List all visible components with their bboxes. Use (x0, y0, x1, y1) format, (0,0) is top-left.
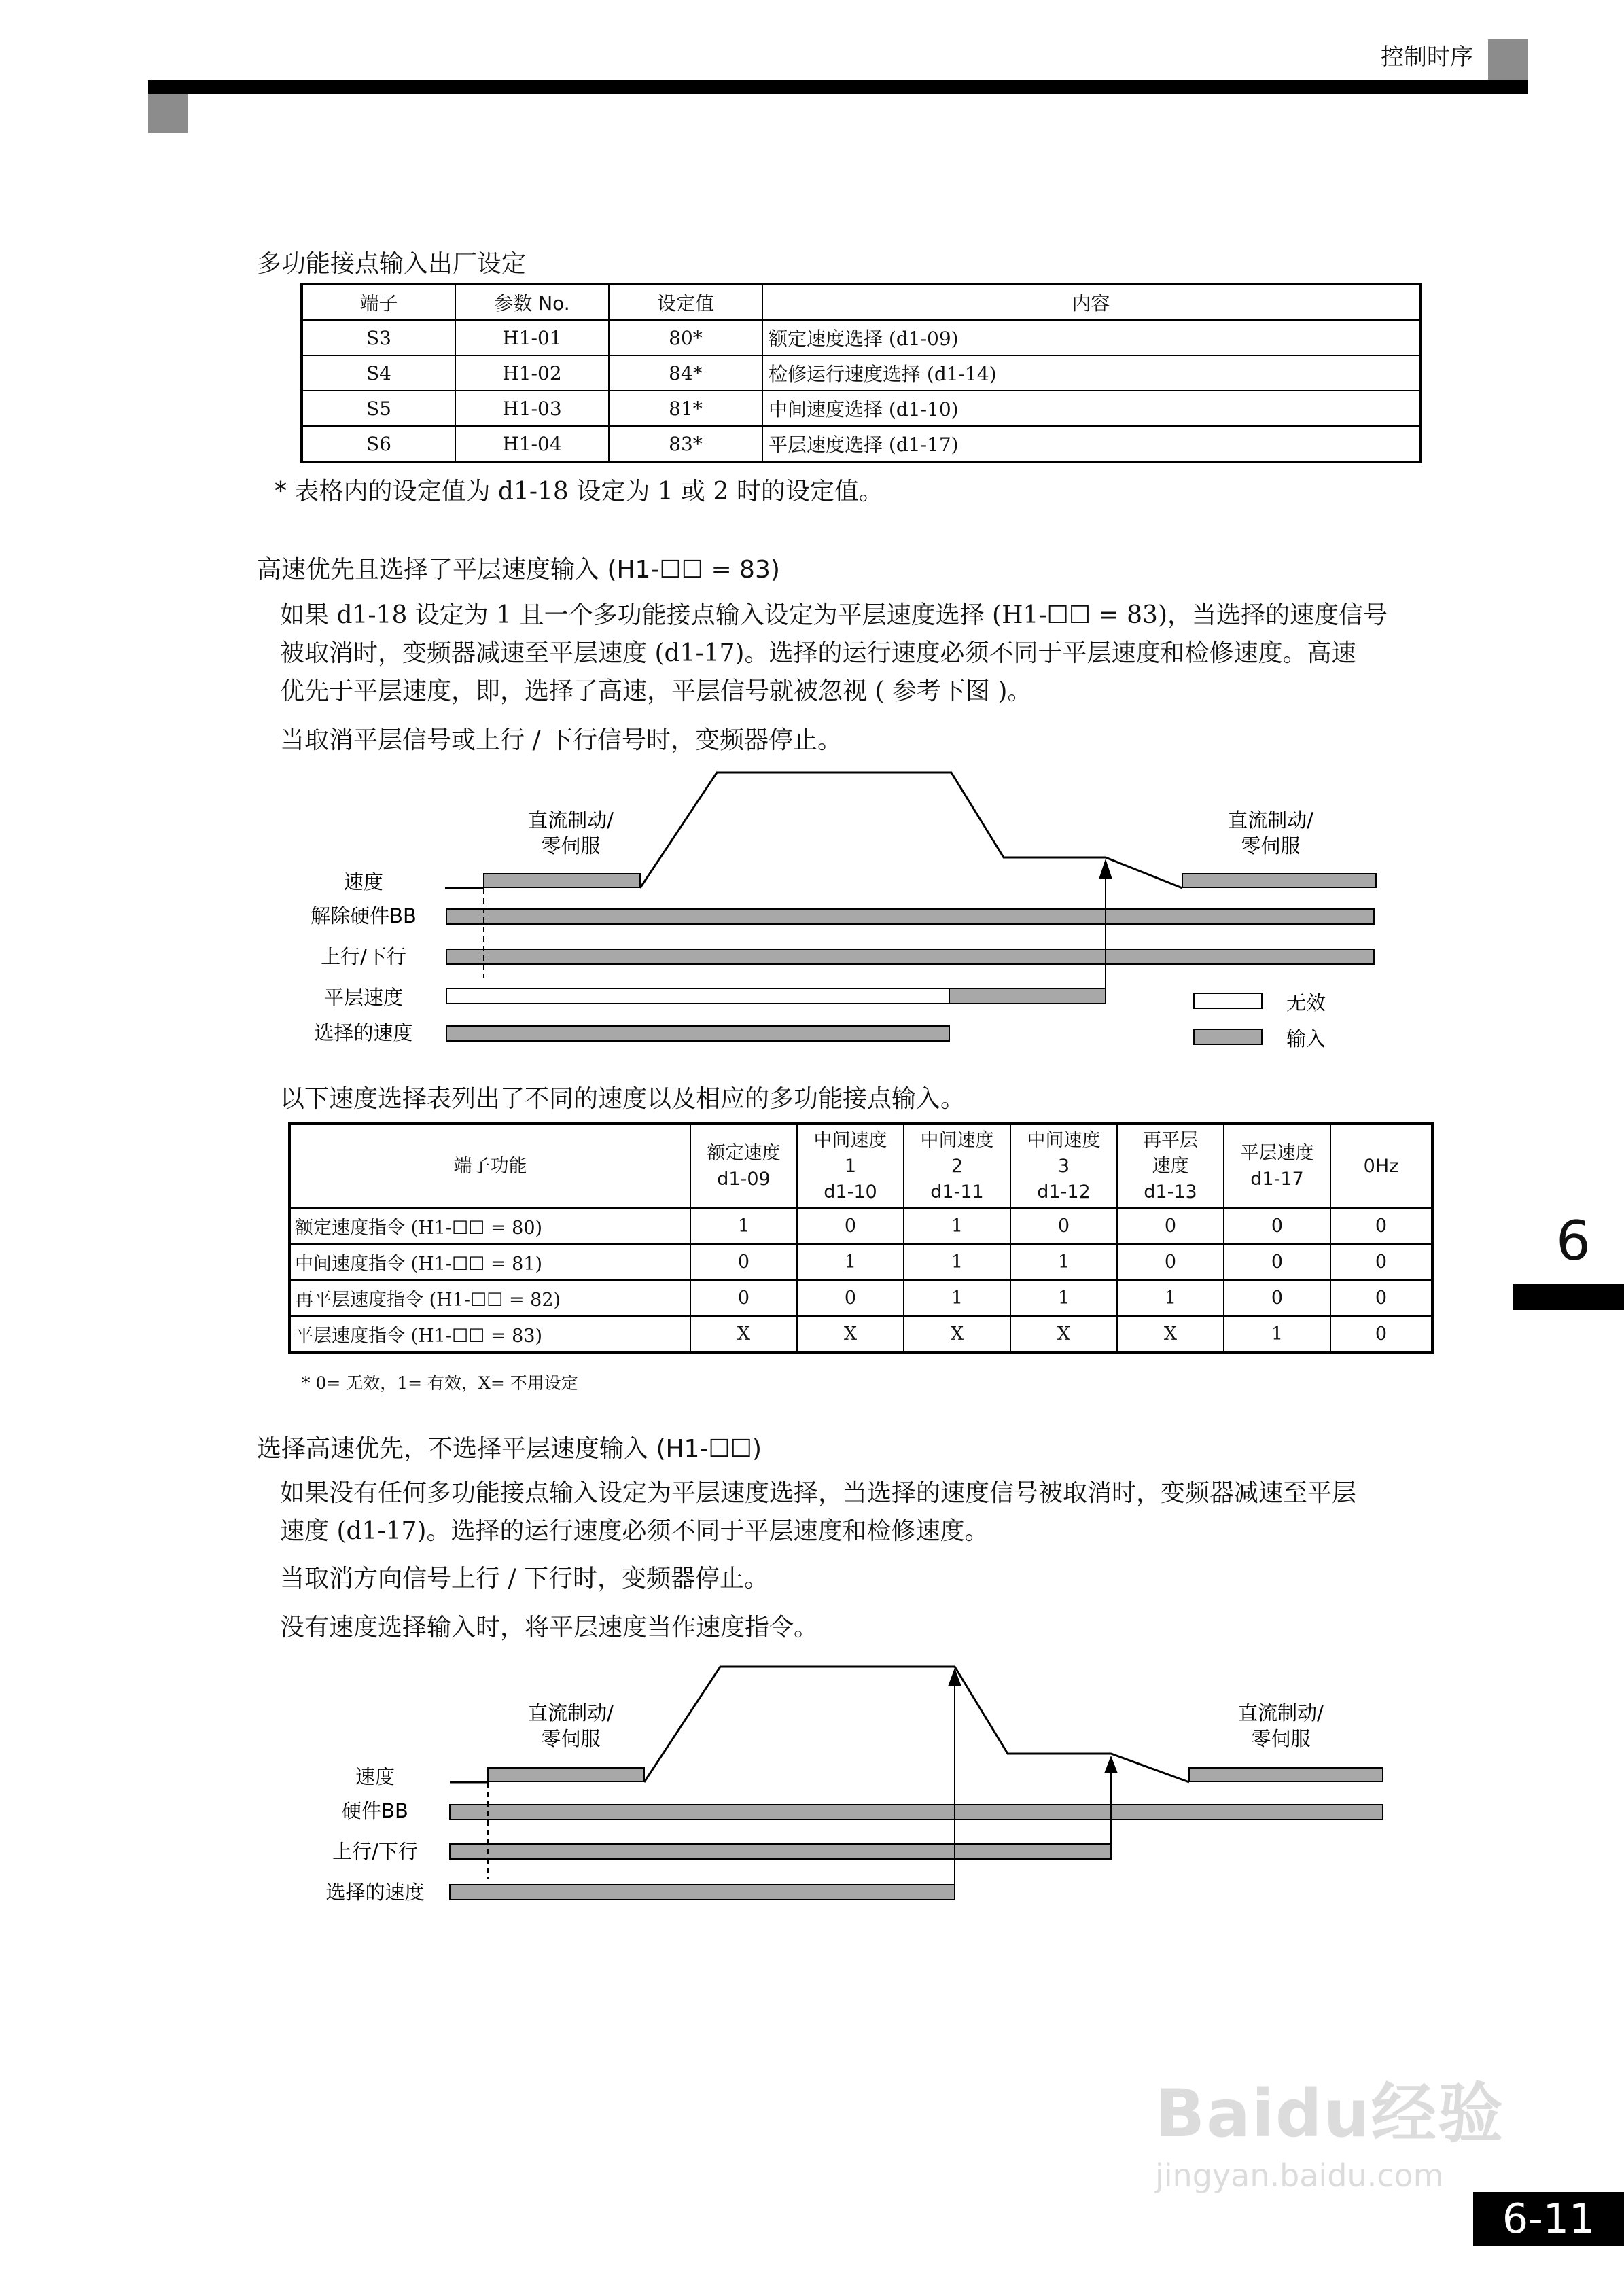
table-cell: S3 (302, 320, 455, 355)
table-cell: 中间速度选择 (d1-10) (762, 391, 1420, 426)
table-cell: 84* (609, 355, 762, 391)
table-cell: 平层速度选择 (d1-17) (762, 426, 1420, 462)
col-header-line: d1-11 (930, 1181, 984, 1203)
table-cell-func: 中间速度指令 (H1-☐☐ = 81) (289, 1244, 690, 1280)
table-cell: 1 (1117, 1280, 1224, 1316)
table-cell: 0 (1224, 1208, 1330, 1244)
col-header-line: d1-12 (1037, 1181, 1091, 1203)
table-cell: 0 (1224, 1244, 1330, 1280)
table-cell: H1-02 (455, 355, 609, 391)
row-label-updown: 上行/下行 (321, 945, 406, 968)
col-header-line: 中间速度 (813, 1129, 887, 1151)
table-cell-func: 再平层速度指令 (H1-☐☐ = 82) (289, 1280, 690, 1316)
col-header-line: 速度 (1152, 1155, 1189, 1177)
dc-brake-bar-left (488, 1768, 644, 1781)
col-header: 参数 No. (455, 284, 609, 320)
speed-curve (644, 1667, 1189, 1782)
table-cell: 0 (1117, 1208, 1224, 1244)
dc-brake-label-right-1: 直流制动/ (1228, 809, 1313, 832)
table-cell: S4 (302, 355, 455, 391)
table-cell: 81* (609, 391, 762, 426)
table-cell: 0 (690, 1280, 797, 1316)
row-label-speed: 速度 (355, 1765, 395, 1788)
bar-selected (450, 1885, 955, 1900)
section1-heading: 多功能接点输入出厂设定 (257, 250, 527, 278)
col-header-line: d1-13 (1144, 1181, 1197, 1203)
table-cell: 1 (797, 1244, 904, 1280)
table-cell: 0 (1330, 1208, 1432, 1244)
table-cell: 1 (690, 1208, 797, 1244)
row-label-bb: 解除硬件BB (311, 904, 417, 927)
section2-heading: 高速优先且选择了平层速度输入 (H1-☐☐ = 83) (257, 556, 780, 584)
dc-brake-label-left-1: 直流制动/ (528, 809, 614, 832)
row-label-speed: 速度 (343, 870, 384, 893)
text-line: 如果没有任何多功能接点输入设定为平层速度选择，当选择的速度信号被取消时，变频器减速至平层 (280, 1479, 1357, 1507)
dc-brake-label-left-1: 直流制动/ (528, 1701, 614, 1724)
table-cell: S6 (302, 426, 455, 462)
table-cell: 1 (904, 1244, 1010, 1280)
col-header: 端子 (302, 284, 455, 320)
col-header-line: 中间速度 (1027, 1129, 1101, 1151)
table-cell: 0 (1117, 1244, 1224, 1280)
col-header-line: 2 (951, 1155, 964, 1177)
table-cell: S5 (302, 391, 455, 426)
section3-paragraph2: 当取消方向信号上行 / 下行时，变频器停止。 (280, 1565, 769, 1593)
col-header-line: d1-09 (717, 1168, 771, 1190)
row-label-bb: 硬件BB (342, 1799, 408, 1822)
table-cell: 0 (1330, 1316, 1432, 1353)
arrow-head-1 (948, 1668, 961, 1686)
dc-brake-label-right-2: 零伺服 (1251, 1727, 1311, 1750)
text-line: 被取消时，变频器减速至平层速度 (d1-17)。选择的运行速度必须不同于平层速度和检修速度。高速 (280, 639, 1356, 667)
section3-paragraph3: 没有速度选择输入时，将平层速度当作速度指令。 (280, 1614, 819, 1642)
table-cell: 0 (1330, 1244, 1432, 1280)
col-header-line: 1 (844, 1155, 857, 1177)
watermark-url: jingyan.baidu.com (1155, 2157, 1444, 2194)
table-cell: 1 (1010, 1280, 1117, 1316)
table-cell: 0 (1010, 1208, 1117, 1244)
table-cell: H1-01 (455, 320, 609, 355)
row-label-updown: 上行/下行 (332, 1840, 418, 1863)
row-label-leveling: 平层速度 (323, 986, 404, 1009)
col-header: 内容 (762, 284, 1420, 320)
header-title: 控制时序 (1381, 43, 1473, 71)
dc-brake-label-left-2: 零伺服 (541, 834, 601, 857)
text-line: 优先于平层速度，即，选择了高速，平层信号就被忽视 ( 参考下图 )。 (280, 677, 1032, 705)
table-cell: H1-04 (455, 426, 609, 462)
col-header-line: d1-10 (824, 1181, 877, 1203)
text-line: 如果 d1-18 设定为 1 且一个多功能接点输入设定为平层速度选择 (H1-☐☐ = 83)，当选择的速度信号 (280, 601, 1388, 629)
row-label-selected: 选择的速度 (314, 1021, 413, 1044)
page-number: 6-11 (1473, 2192, 1624, 2246)
table-cell: 0 (690, 1244, 797, 1280)
table-cell: 1 (904, 1208, 1010, 1244)
table-cell: 80* (609, 320, 762, 355)
table-cell: X (1117, 1316, 1224, 1353)
bar-updown (450, 1844, 1111, 1859)
col-header-line: 中间速度 (920, 1129, 994, 1151)
table-cell: X (797, 1316, 904, 1353)
dc-brake-label-right-1: 直流制动/ (1238, 1701, 1324, 1724)
table-cell-func: 平层速度指令 (H1-☐☐ = 83) (289, 1316, 690, 1353)
table-cell: 0 (797, 1280, 904, 1316)
table-cell: 0 (1330, 1280, 1432, 1316)
dc-brake-label-left-2: 零伺服 (541, 1727, 601, 1750)
section2-paragraph2: 当取消平层信号或上行 / 下行信号时，变频器停止。 (280, 726, 843, 754)
chapter-number: 6 (1556, 1209, 1591, 1273)
section3-heading: 选择高速优先，不选择平层速度输入 (H1-☐☐) (257, 1435, 762, 1463)
table-cell: X (904, 1316, 1010, 1353)
legend-invalid-label: 无效 (1286, 991, 1326, 1014)
text-line: 速度 (d1-17)。选择的运行速度必须不同于平层速度和检修速度。 (280, 1517, 989, 1545)
col-header-func: 端子功能 (289, 1124, 690, 1208)
dc-brake-label-right-2: 零伺服 (1241, 834, 1301, 857)
table-cell: X (690, 1316, 797, 1353)
table-cell: 额定速度选择 (d1-09) (762, 320, 1420, 355)
col-header-line: 额定速度 (707, 1142, 781, 1164)
col-header-line: 0Hz (1363, 1155, 1399, 1177)
speed-table-note: * 0= 无效，1= 有效，X= 不用设定 (302, 1373, 578, 1393)
section1-note: * 表格内的设定值为 d1-18 设定为 1 或 2 时的设定值。 (275, 478, 883, 506)
table-cell: 检修运行速度选择 (d1-14) (762, 355, 1420, 391)
legend-input-label: 输入 (1286, 1027, 1326, 1050)
bar-bb (450, 1805, 1383, 1820)
table-cell: 1 (1010, 1244, 1117, 1280)
arrow-head-2 (1104, 1756, 1118, 1773)
row-label-selected: 选择的速度 (325, 1881, 425, 1904)
col-header-line: 平层速度 (1240, 1142, 1314, 1164)
table-cell: H1-03 (455, 391, 609, 426)
watermark-logo: Baidu经验 (1155, 2076, 1504, 2152)
col-header: 设定值 (609, 284, 762, 320)
table-cell: 0 (1224, 1280, 1330, 1316)
dc-brake-bar-right (1189, 1768, 1383, 1781)
col-header-line: 3 (1057, 1155, 1070, 1177)
table-cell: X (1010, 1316, 1117, 1353)
speed-table-intro: 以下速度选择表列出了不同的速度以及相应的多功能接点输入。 (280, 1085, 966, 1113)
table-cell-func: 额定速度指令 (H1-☐☐ = 80) (289, 1208, 690, 1244)
table-cell: 0 (797, 1208, 904, 1244)
col-header-line: d1-17 (1250, 1168, 1304, 1190)
table-cell: 1 (904, 1280, 1010, 1316)
table-cell: 83* (609, 426, 762, 462)
col-header-line: 再平层 (1143, 1129, 1198, 1151)
table-cell: 1 (1224, 1316, 1330, 1353)
